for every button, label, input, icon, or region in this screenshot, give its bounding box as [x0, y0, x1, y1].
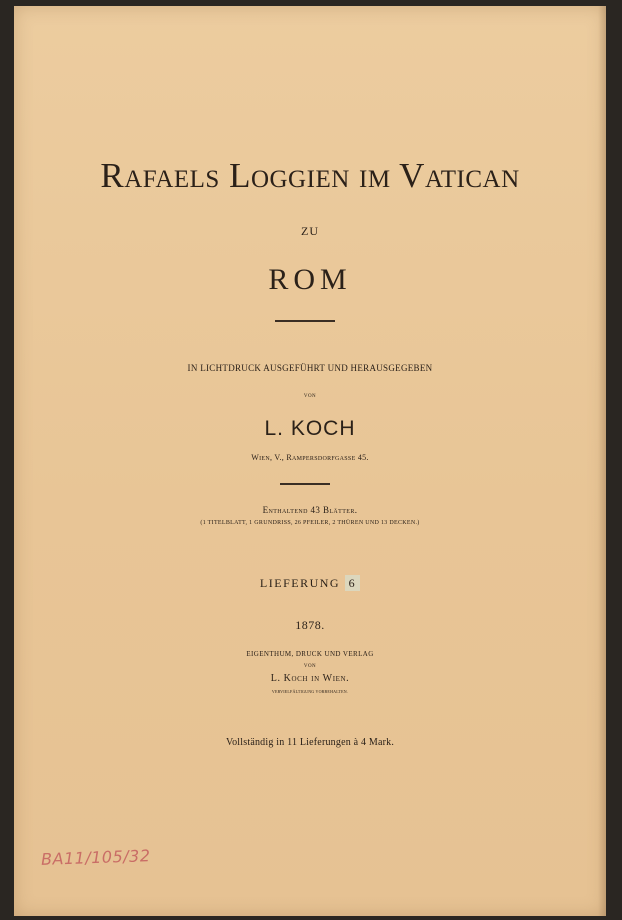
- author-name: L. KOCH: [264, 417, 356, 440]
- lieferung-label: LIEFERUNG: [259, 576, 341, 590]
- lieferung-line: [14, 576, 606, 591]
- publication-year: 1878.: [295, 618, 325, 632]
- publisher-note: EIGENTHUM, DRUCK UND VERLAG: [246, 650, 374, 658]
- divider-rule: [275, 320, 335, 322]
- von-label: VON: [303, 394, 317, 399]
- title-page: [14, 6, 606, 916]
- lieferung-number: 6: [345, 575, 361, 591]
- divider-rule: [280, 483, 330, 485]
- production-note: IN LICHTDRUCK AUSGEFÜHRT UND HERAUSGEGEBEN: [187, 363, 433, 373]
- von-label: VON: [303, 664, 317, 669]
- rights-note: VERVIELFÄLTIGUNG VORBEHALTEN.: [271, 689, 349, 694]
- completion-note: Vollständig in 11 Lieferungen à 4 Mark.: [225, 737, 395, 748]
- shelfmark: BA11/105/32: [40, 846, 151, 869]
- subtitle-zu: zu: [301, 220, 319, 239]
- book-title: Rafaels Loggien im Vatican: [100, 156, 520, 195]
- city-name: ROM: [268, 263, 352, 296]
- contents-detail: (1 TITELBLATT, 1 GRUNDRISS, 26 PFEILER, 2 THÜREN UND 13 DECKEN.): [200, 520, 420, 526]
- author-address: Wien, V., Rampersdorfgasse 45.: [251, 453, 369, 462]
- publisher-name: L. Koch in Wien.: [270, 673, 350, 684]
- contents-summary: Enthaltend 43 Blätter.: [262, 505, 358, 515]
